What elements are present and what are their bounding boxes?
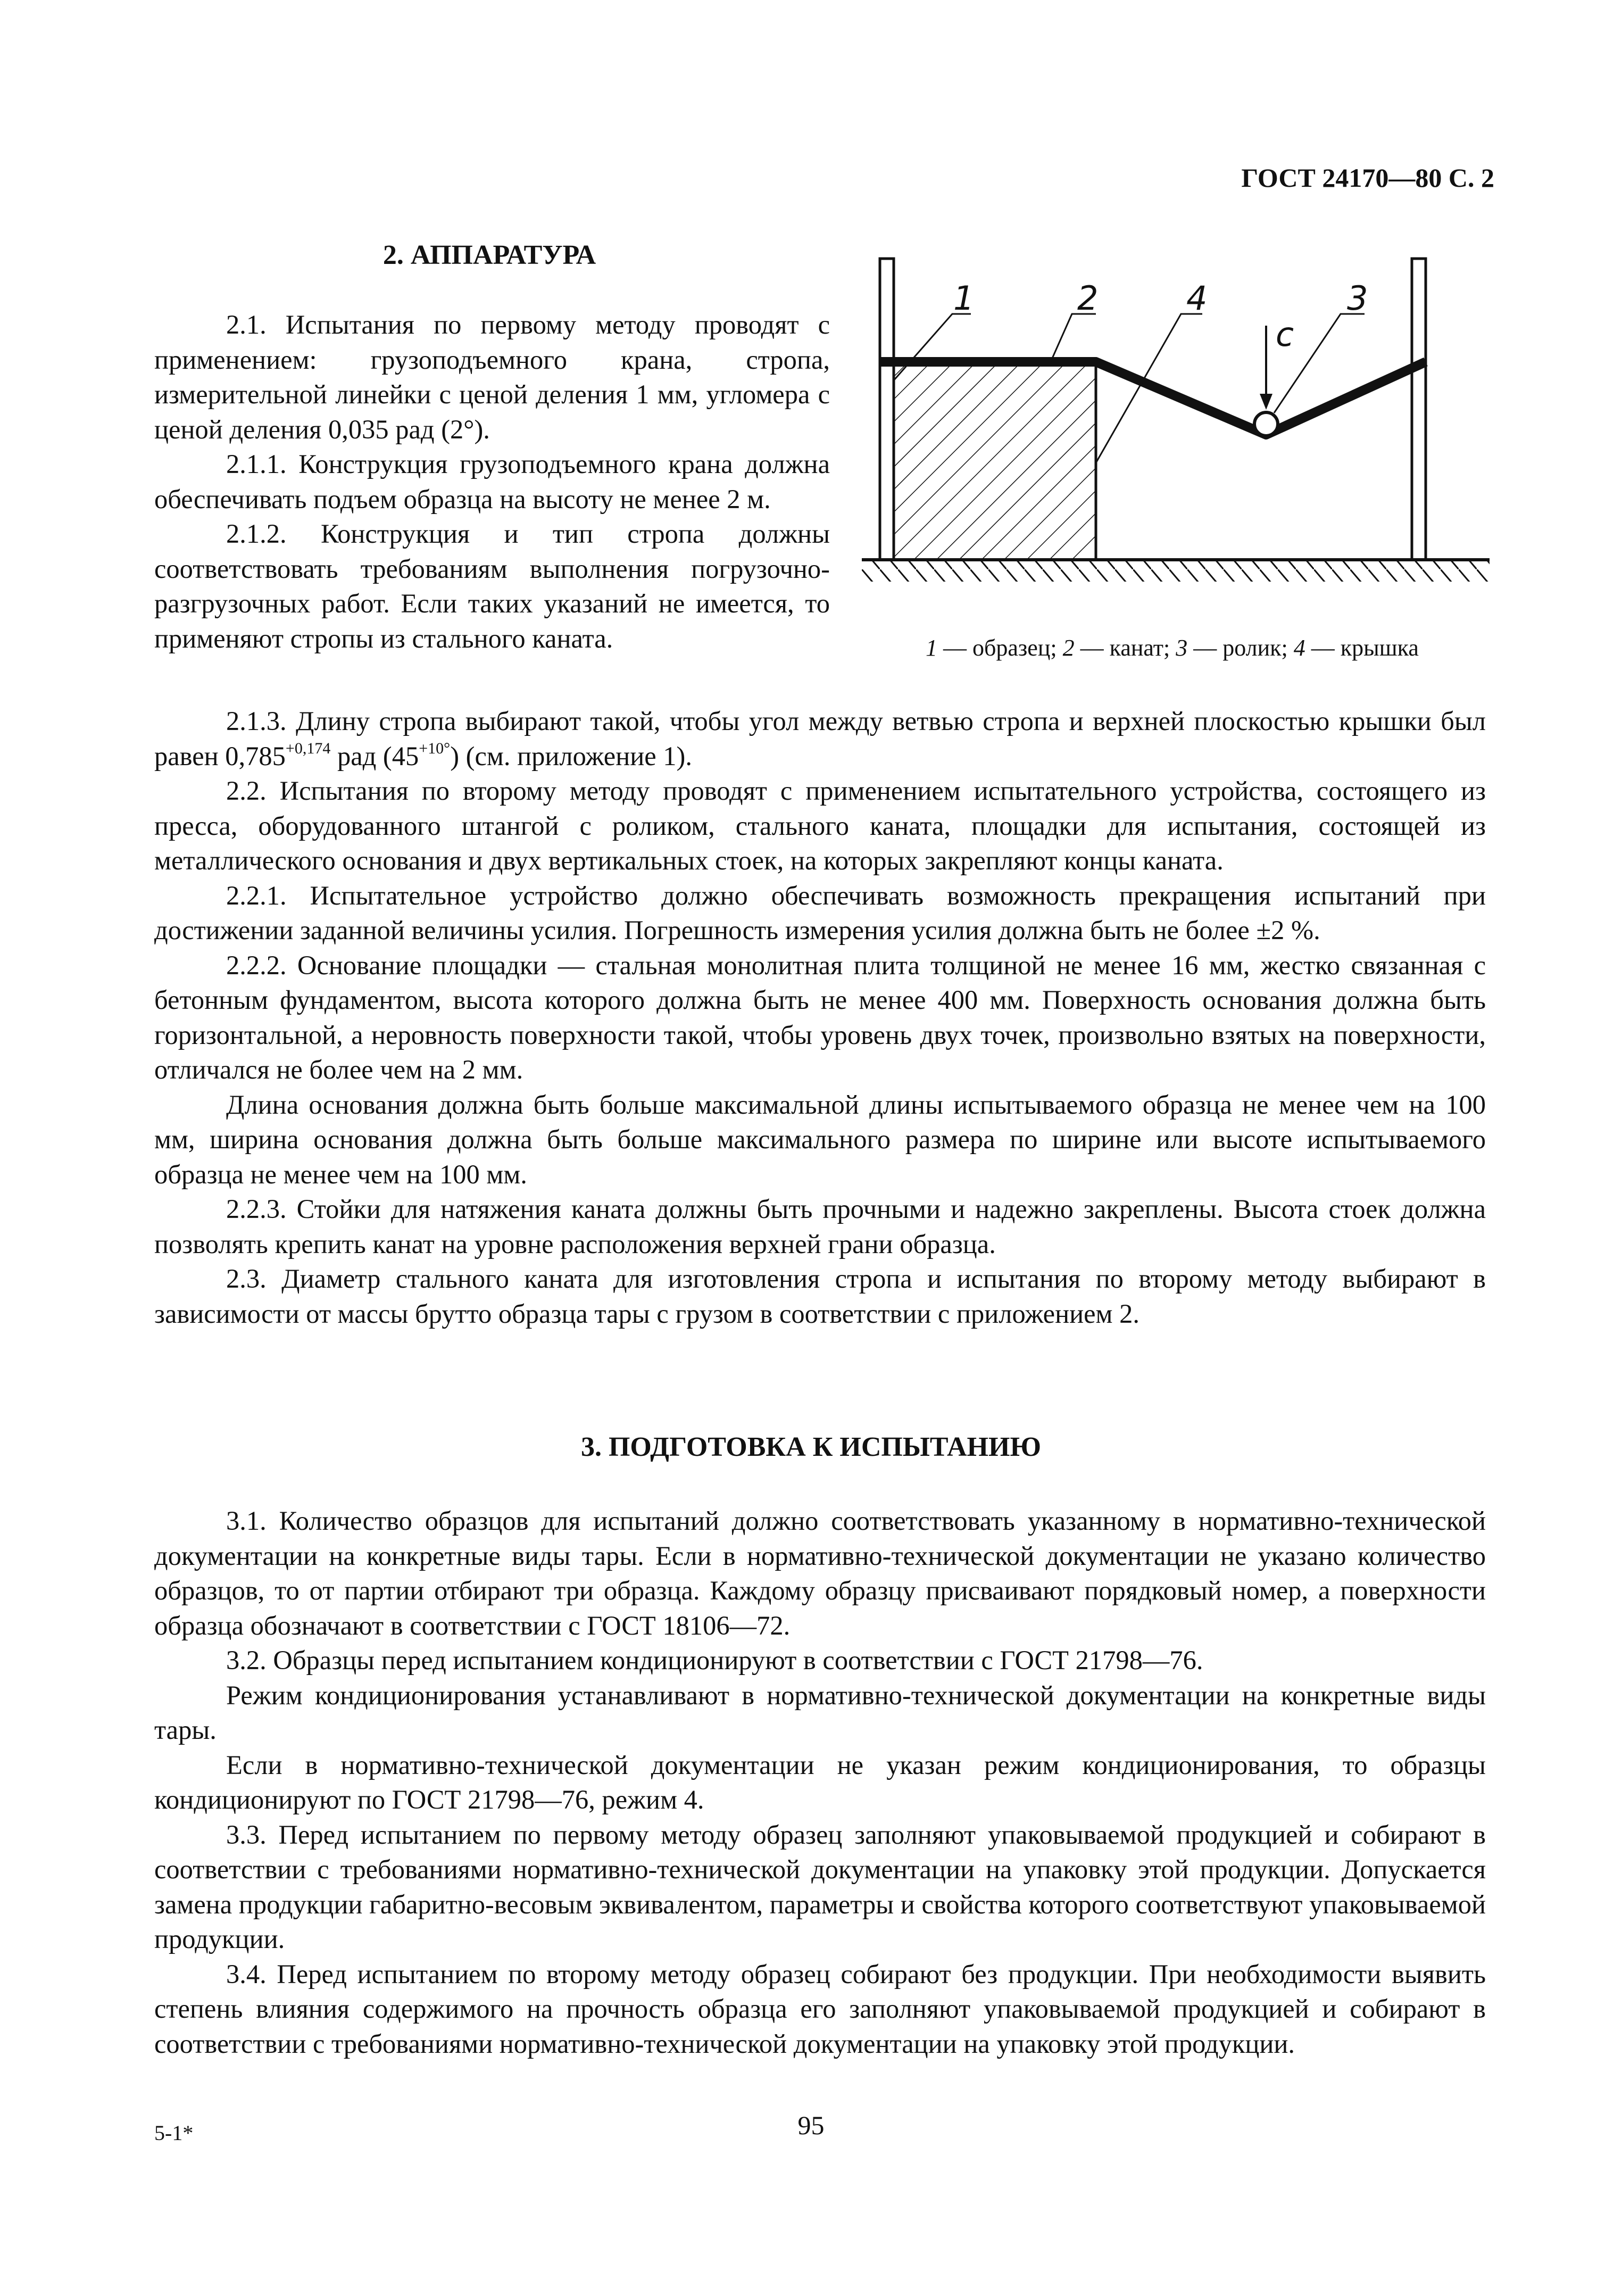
section-2-title: 2. АППАРАТУРА bbox=[382, 240, 596, 270]
left-post bbox=[880, 259, 894, 560]
section-2-full-text bbox=[154, 704, 1486, 1331]
paragraph-2-2-1: 2.2.1. Испытательное устройство должно обеспечивать возможность прекращения испытаний при достижении заданной величины усилия. Погрешность измерения усилия должна быть не более ±2 %. bbox=[154, 880, 1486, 945]
caption-text-2: — канат; bbox=[1074, 635, 1176, 661]
paragraph-conditioning-mode: Режим кондиционирования устанавливают в нормативно-технической документации на конкретные виды тары. bbox=[154, 1680, 1486, 1745]
paragraph-3-2: 3.2. Образцы перед испытанием кондиционируют в соответствии с ГОСТ 21798—76. bbox=[226, 1645, 1203, 1675]
paragraph-2-1-2: 2.1.2. Конструкция и тип стропа должны соответствовать требованиям выполнения погрузочно-разгрузочных работ. Если таких указаний не имеется, то применяют стропы из стального каната. bbox=[154, 519, 830, 653]
paragraph-2-2-2: 2.2.2. Основание площадки — стальная монолитная плита толщиной не менее 16 мм, жестко связанная с бетонным фундаментом, высота которого должна быть не менее 400 мм. Поверхность основания должна быть горизонтальной, а неровность поверхности такой, чтобы уровень двух точек, произвольно взятых на поверхности, отличался не более чем на 2 мм. bbox=[154, 950, 1486, 1084]
figure-label-4: 4 bbox=[1186, 279, 1208, 318]
section-2-column-text bbox=[154, 308, 830, 656]
footer-mark: 5-1* bbox=[154, 2121, 194, 2145]
section-3-text bbox=[154, 1504, 1486, 2061]
paragraph-conditioning-default: Если в нормативно-технической документации не указан режим кондиционирования, то образцы кондиционируют по ГОСТ 21798—76, режим 4. bbox=[154, 1750, 1486, 1814]
p213-sup2: +10° bbox=[419, 739, 451, 757]
base-hatching bbox=[862, 561, 1490, 582]
paragraph-3-1: 3.1. Количество образцов для испытаний должно соответствовать указанному в нормативно-технической документации на конкретные виды тары. Если в нормативно-технической документации не указано количество образцов, то от партии отбирают три образца. Каждому образцу присваивают порядковый номер, а поверхности образца обозначают в соответствии с ГОСТ 18106—72. bbox=[154, 1506, 1486, 1640]
p213-sup1: +0,174 bbox=[285, 739, 331, 757]
caption-text-4: — крышка bbox=[1305, 635, 1419, 661]
roller bbox=[1254, 412, 1278, 436]
caption-num-3: 3 bbox=[1176, 635, 1188, 661]
paragraph-2-1-1: 2.1.1. Конструкция грузоподъемного крана должна обеспечивать подъем образца на высоту не менее 2 м. bbox=[154, 449, 830, 514]
page-number: 95 bbox=[797, 2110, 825, 2140]
paragraph-2-2: 2.2. Испытания по второму методу проводят с применением испытательного устройства, состоящего из пресса, оборудованного штангой с роликом, стального каната, площадки для испытания, состоящей из металлического основания и двух вертикальных стоек, на которых закрепляют концы каната. bbox=[154, 776, 1486, 875]
caption-num-2: 2 bbox=[1062, 635, 1075, 661]
right-post bbox=[1412, 259, 1426, 560]
paragraph-2-1-3 bbox=[154, 704, 1486, 774]
caption-text-1: — образец; bbox=[937, 635, 1063, 661]
paragraph-2-3: 2.3. Диаметр стального каната для изготовления стропа и испытания по второму методу выбирают в зависимости от массы брутто образца тары с грузом в соответствии с приложением 2. bbox=[154, 1264, 1486, 1329]
force-arrowhead bbox=[1260, 394, 1272, 410]
force-label: c bbox=[1276, 315, 1294, 354]
leader-2 bbox=[1051, 314, 1096, 362]
paragraph-3-3: 3.3. Перед испытанием по первому методу образец заполняют упаковываемой продукцией и собирают в соответствии с требованиями нормативно-технической документации на упаковку этой продукции. Допускается замена продукции габаритно-весовым эквивалентом, параметры и свойства которого соответствуют упаковываемой продукции. bbox=[154, 1819, 1486, 1954]
paragraph-2-2-3: 2.2.3. Стойки для натяжения каната должны быть прочными и надежно закреплены. Высота стоек должна позволять крепить канат на уровне расположения верхней грани образца. bbox=[154, 1194, 1486, 1259]
sample-box bbox=[894, 362, 1096, 560]
figure-label-3: 3 bbox=[1347, 279, 1368, 318]
caption-text-3: — ролик; bbox=[1187, 635, 1294, 661]
test-apparatus-figure bbox=[862, 250, 1490, 601]
figure-label-1: 1 bbox=[953, 279, 975, 318]
p213-before: 2.1.3. Длину стропа выбирают такой, чтобы угол между ветвью стропа и верхней плоскостью крышки был равен 0,785 bbox=[154, 706, 1486, 771]
figure-caption bbox=[926, 634, 1419, 661]
caption-num-1: 1 bbox=[926, 635, 937, 661]
caption-num-4: 4 bbox=[1293, 635, 1305, 661]
document-header: ГОСТ 24170—80 С. 2 bbox=[1241, 163, 1494, 193]
section-3-title: 3. ПОДГОТОВКА К ИСПЫТАНИЮ bbox=[580, 1432, 1041, 1462]
paragraph-3-4: 3.4. Перед испытанием по второму методу образец собирают без продукции. При необходимости выявить степень влияния содержимого на прочность образца его заполняют упаковываемой продукцией и собирают в соответствии с требованиями нормативно-технической документации на упаковку этой продукции. bbox=[154, 1959, 1486, 2059]
paragraph-2-1: 2.1. Испытания по первому методу проводят с применением: грузоподъемного крана, стропа, измерительной линейки с ценой деления 1 мм, угломера с ценой деления 0,035 рад (2°). bbox=[154, 310, 830, 444]
paragraph-base-length: Длина основания должна быть больше максимальной длины испытываемого образца не менее чем на 100 мм, ширина основания должна быть больше максимального размера по ширине или высоте испытываемого образца не менее чем на 100 мм. bbox=[154, 1089, 1486, 1189]
figure-label-2: 2 bbox=[1077, 279, 1099, 318]
p213-mid: рад (45 bbox=[330, 741, 419, 771]
p213-after: ) (см. приложение 1). bbox=[450, 741, 692, 771]
